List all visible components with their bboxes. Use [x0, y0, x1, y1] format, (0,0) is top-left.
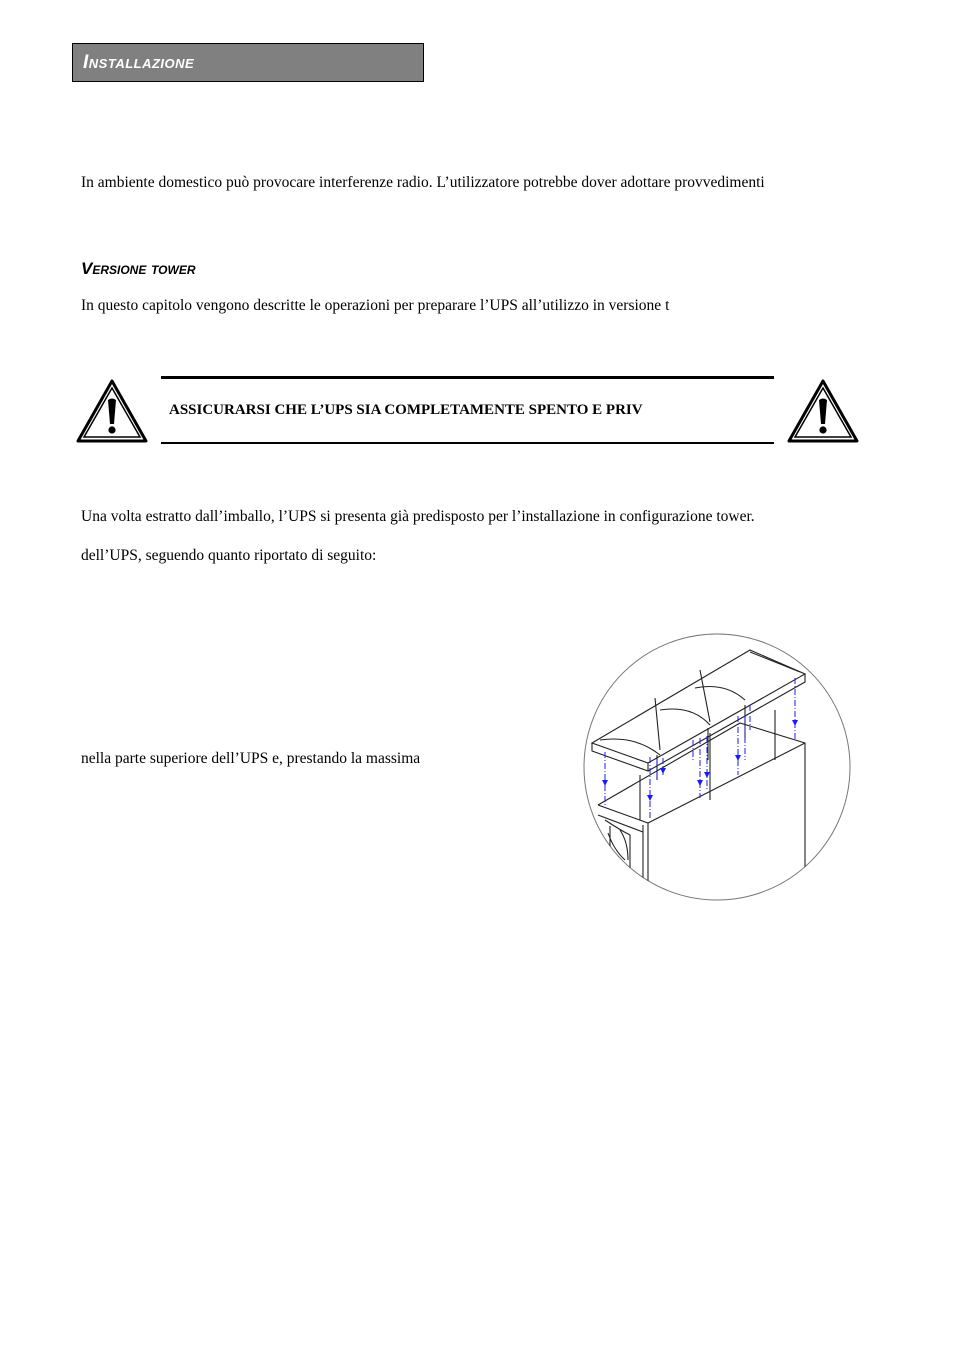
figure-side-text: nella parte superiore dell’UPS e, prestando la massima [81, 750, 421, 767]
tower-intro-paragraph: In questo capitolo vengono descritte le operazioni per preparare l’UPS all’utilizzo in versione t [81, 297, 670, 314]
warning-triangle-icon [786, 378, 860, 444]
warning-top-rule [161, 376, 774, 379]
ups-top-cover-illustration [580, 630, 856, 906]
section-header [72, 43, 424, 82]
unpack-paragraph-line1: Una volta estratto dall’imballo, l’UPS si presenta già predisposto per l’installazione in configurazione tower. [81, 508, 755, 525]
unpack-paragraph-line2: dell’UPS, seguendo quanto riportato di seguito: [81, 547, 377, 564]
warning-triangle-icon [75, 378, 149, 444]
warning-text: ASSICURARSI CHE L’UPS SIA COMPLETAMENTE SPENTO E PRIV [169, 402, 643, 418]
emc-paragraph: In ambiente domestico può provocare interferenze radio. L’utilizzatore potrebbe dover adottare provvedimenti [81, 174, 765, 191]
warning-bottom-rule [161, 442, 774, 444]
subsection-title: Versione tower [81, 259, 196, 278]
section-title: Installazione [83, 52, 195, 73]
